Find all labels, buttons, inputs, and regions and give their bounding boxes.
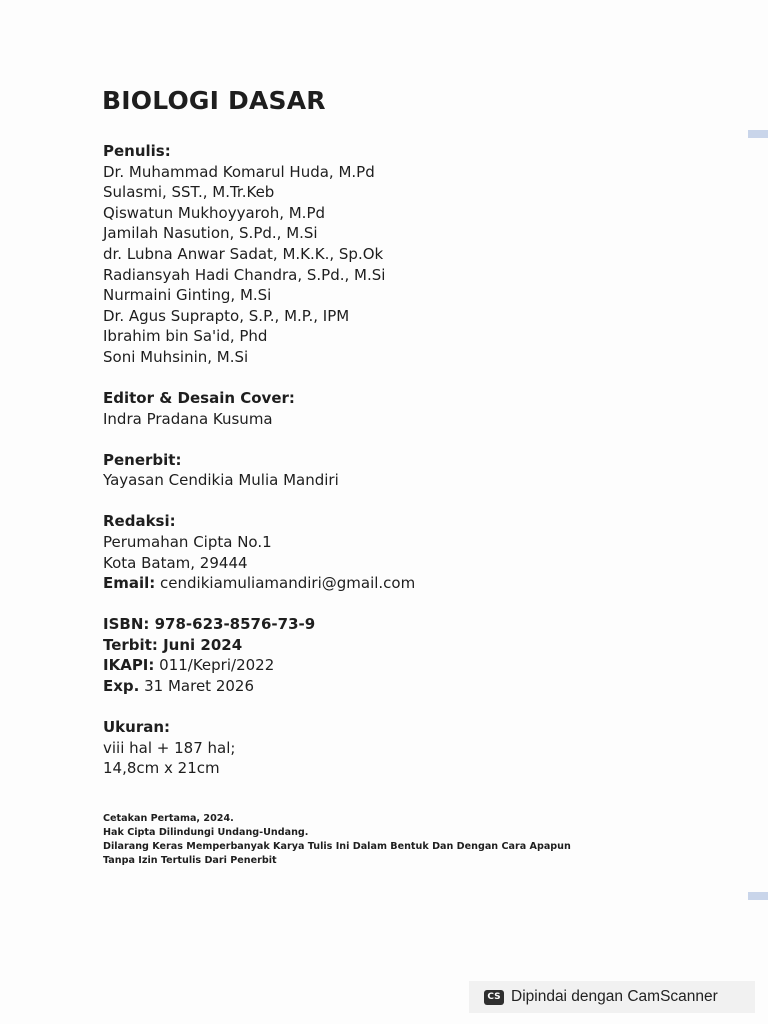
permission-line: Tanpa Izin Tertulis Dari Penerbit — [103, 855, 277, 867]
editor-heading: Editor & Desain Cover: — [103, 389, 295, 408]
editor-name: Indra Pradana Kusuma — [103, 409, 273, 428]
author-name: Sulasmi, SST., M.Tr.Keb — [103, 183, 275, 202]
author-name: dr. Lubna Anwar Sadat, M.K.K., Sp.Ok — [103, 244, 384, 263]
page-count: viii hal + 187 hal; — [103, 738, 236, 757]
author-name: Soni Muhsinin, M.Si — [103, 347, 249, 366]
editorial-heading: Redaksi: — [103, 512, 176, 531]
scan-edge-mark — [748, 892, 768, 900]
editorial-section — [103, 511, 703, 593]
edition-line: Cetakan Pertama, 2024. — [103, 813, 234, 824]
author-name: Dr. Muhammad Komarul Huda, M.Pd — [103, 162, 375, 181]
ikapi-label: IKAPI: — [103, 656, 155, 675]
author-name: Radiansyah Hadi Chandra, S.Pd., M.Si — [103, 265, 386, 284]
exp-label: Exp. — [103, 677, 140, 696]
authors-section — [103, 141, 703, 368]
publish-date-line: Terbit: Juni 2024 — [103, 635, 243, 654]
address-line: Perumahan Cipta No.1 — [103, 533, 272, 551]
size-section — [103, 717, 703, 779]
camscanner-logo-icon: CS — [484, 990, 504, 1005]
address-line: Kota Batam, 29444 — [103, 553, 248, 572]
author-name: Jamilah Nasution, S.Pd., M.Si — [103, 224, 318, 243]
email-line — [103, 573, 703, 594]
publisher-name: Yayasan Cendikia Mulia Mandiri — [103, 471, 339, 490]
colophon-content — [103, 141, 703, 799]
copyright-line: Hak Cipta Dilindungi Undang-Undang. — [103, 827, 309, 839]
exp-value: 31 Maret 2026 — [139, 677, 255, 696]
ikapi-line — [103, 655, 703, 676]
watermark-text: Dipindai dengan CamScanner — [511, 988, 718, 1005]
isbn-line: ISBN: 978-623-8576-73-9 — [103, 615, 316, 634]
book-title: BIOLOGI DASAR — [102, 86, 326, 115]
author-name: Dr. Agus Suprapto, S.P., M.P., IPM — [103, 306, 350, 325]
email-label: Email: — [103, 574, 156, 593]
email-value: cendikiamuliamandiri@gmail.com — [155, 574, 416, 593]
scan-edge-mark — [748, 130, 768, 138]
book-dimensions: 14,8cm x 21cm — [103, 759, 220, 778]
camscanner-watermark — [469, 981, 755, 1013]
copyright-notice — [103, 812, 571, 868]
author-name: Ibrahim bin Sa'id, Phd — [103, 327, 268, 346]
ikapi-value: 011/Kepri/2022 — [154, 656, 275, 675]
authors-heading: Penulis: — [103, 142, 171, 160]
publisher-section — [103, 450, 703, 491]
prohibition-line: Dilarang Keras Memperbanyak Karya Tulis Ini Dalam Bentuk Dan Dengan Cara Apapun — [103, 841, 571, 853]
size-heading: Ukuran: — [103, 718, 171, 737]
publication-section — [103, 614, 703, 696]
author-name: Qiswatun Mukhoyyaroh, M.Pd — [103, 203, 326, 222]
publisher-heading: Penerbit: — [103, 450, 182, 469]
editor-section — [103, 388, 703, 429]
exp-line — [103, 676, 703, 697]
author-name: Nurmaini Ginting, M.Si — [103, 286, 272, 305]
